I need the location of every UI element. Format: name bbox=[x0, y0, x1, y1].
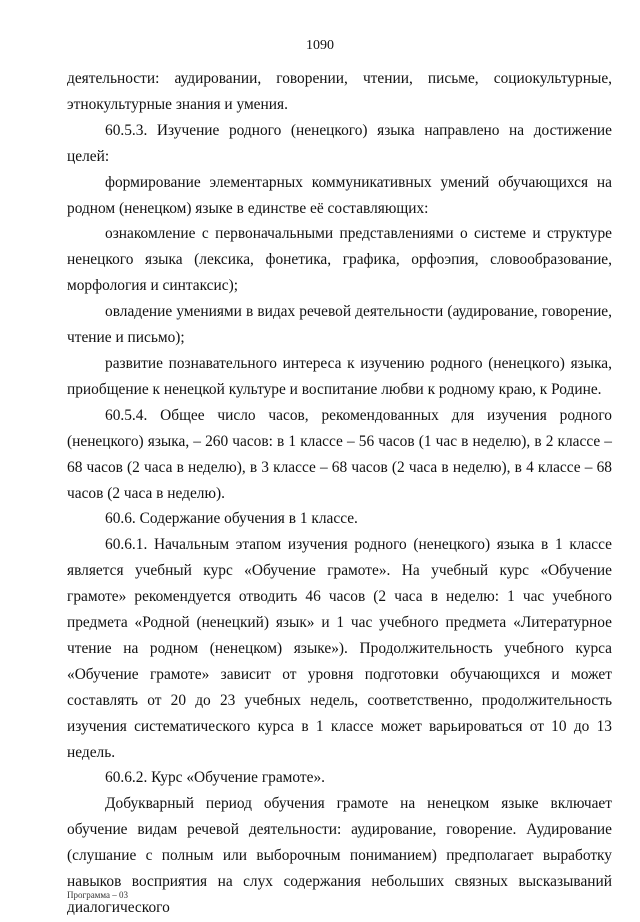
footer-label: Программа – 03 bbox=[67, 890, 129, 900]
paragraph-goal-familiarization: ознакомление с первоначальными представлениями о системе и структуре ненецкого языка (лексика, фонетика, графика, орфоэпия, словообразование, морфология и синтаксис); bbox=[67, 225, 612, 295]
paragraph-goal-communicative: формирование элементарных коммуникативных умений обучающихся на родном (ненецком) языке в единстве её составляющих: bbox=[67, 173, 612, 217]
body-text bbox=[67, 66, 612, 921]
paragraph-continuation: деятельности: аудировании, говорении, чтении, письме, социокультурные, этнокультурные знания и умения. bbox=[67, 70, 612, 113]
paragraph-60-5-3: 60.5.3. Изучение родного (ненецкого) языка направлено на достижение целей: bbox=[67, 121, 612, 165]
page-number: 1090 bbox=[306, 38, 334, 53]
paragraph-60-6-2: 60.6.2. Курс «Обучение грамоте». bbox=[105, 769, 325, 787]
paragraph-goal-speech-skills: овладение умениями в видах речевой деятельности (аудирование, говорение, чтение и письмо); bbox=[67, 303, 612, 347]
paragraph-60-6: 60.6. Содержание обучения в 1 классе. bbox=[105, 510, 358, 528]
paragraph-60-6-1: 60.6.1. Начальным этапом изучения родного (ненецкого) языка в 1 классе является учебный курс «Обучение грамоте». На учебный курс «Обучение грамоте» рекомендуется отводить 46 часов (2 часа в неделю: 1 час учебного предмета «Родной (ненецкий) язык» и 1 час учебного предмета «Литературное чтение на родном (ненецком) языке»). Продолжительность учебного курса «Обучение грамоте» зависит от уровня подготовки обучающихся и может составлять от 20 до 23 учебных недель, соответственно, продолжительность изучения систематического курса в 1 классе может варьироваться от 10 до 13 недель. bbox=[67, 536, 612, 761]
paragraph-pre-alphabet-period: Добукварный период обучения грамоте на ненецком языке включает обучение видам речевой деятельности: аудирование, говорение. Аудирование (слушание с полным или выборочным пониманием) предполагает выработку навыков восприятия на слух содержания небольших связных высказываний диалогического bbox=[67, 795, 612, 916]
paragraph-goal-interest: развитие познавательного интереса к изучению родного (ненецкого) языка, приобщение к ненецкой культуре и воспитание любви к родному краю, к Родине. bbox=[67, 354, 612, 398]
paragraph-60-5-4: 60.5.4. Общее число часов, рекомендованных для изучения родного (ненецкого) языка, – 260 часов: в 1 классе – 56 часов (1 час в неделю), в 2 классе – 68 часов (2 часа в неделю), в 3 классе – 68 часов (2 часа в неделю), в 4 классе – 68 часов (2 часа в неделю). bbox=[67, 406, 612, 502]
